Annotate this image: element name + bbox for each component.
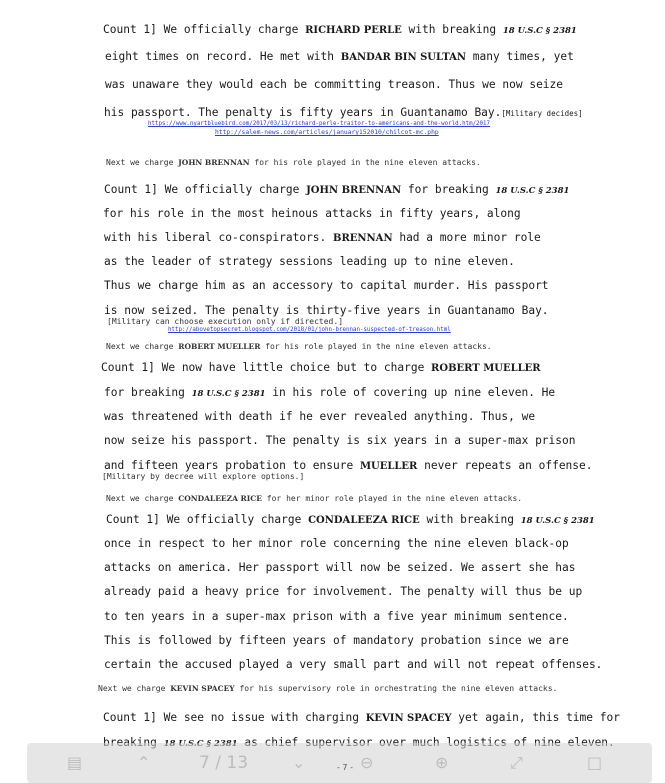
text-line: once in respect to her minor role concerning the nine eleven black-op — [104, 537, 569, 550]
more-options-icon[interactable]: □ — [587, 753, 603, 772]
statute-cite: 18 U.S.C § 2381 — [502, 26, 577, 36]
mueller-count-line: Count 1] We now have little choice but to charge ROBERT MUELLER — [101, 361, 541, 374]
name-brennan: JOHN BRENNAN — [306, 185, 402, 196]
text-line: was unaware they would each be committing treason. Thus we now seize — [105, 78, 564, 91]
next-charge-line: Next we charge CONDALEEZA RICE for her minor role played in the nine eleven attacks. — [106, 494, 523, 503]
next-charge-line: Next we charge KEVIN SPACEY for his supervisory role in orchestrating the nine eleven attacks. — [98, 684, 558, 693]
text-line: and fifteen years probation to ensure MUELLER never repeats an offense. — [104, 459, 593, 472]
source-link[interactable]: https://www.nyartbluebird.com/2017/03/13/richard-perle-traitor-to-americans-and-the-world.htm/2017 — [148, 121, 491, 127]
text-line: for his role in the most heinous attacks in fifty years, along — [103, 207, 521, 220]
text-line: certain the accused played a very small part and will not repeat offenses. — [104, 658, 603, 671]
text-line: This is followed by fifteen years of mandatory probation since we are — [104, 634, 569, 647]
text-line: was threatened with death if he ever revealed anything. Thus, we — [104, 410, 536, 423]
name-bandar: BANDAR BIN SULTAN — [340, 52, 467, 63]
zoom-in-icon[interactable]: ⊕ — [435, 753, 449, 772]
text-line: for breaking 18 U.S.C § 2381 in his role of covering up nine eleven. He — [104, 386, 556, 399]
military-note: [Military can choose execution only if directed.] — [107, 317, 344, 326]
sidebar-toggle-icon[interactable]: ▤ — [67, 753, 83, 772]
previous-page-icon[interactable]: ⌃ — [137, 753, 151, 772]
text-line: his passport. The penalty is fifty years in Guantanamo Bay.[Military decides] — [104, 106, 583, 119]
spacey-count-line: Count 1] We see no issue with charging KEVIN SPACEY yet again, this time for — [103, 711, 620, 724]
page-current[interactable]: 7 — [199, 753, 210, 773]
page-indicator[interactable]: 7 / 13 — [199, 753, 249, 773]
text-line: Thus we charge him as an accessory to capital murder. His passport — [104, 279, 549, 292]
name-perle: RICHARD PERLE — [305, 25, 402, 36]
statute-cite: 18 U.S.C § 2381 — [495, 186, 570, 196]
next-charge-line: Next we charge JOHN BRENNAN for his role played in the nine eleven attacks. — [106, 158, 481, 167]
text-line: already paid a heavy price for involvement. The penalty will thus be up — [104, 585, 583, 598]
source-link[interactable]: http://abovetopsecret.blogspot.com/2018/01/john-brennan-suspected-of-treason.html — [168, 327, 451, 333]
brennan-count-line: Count 1] We officially charge JOHN BRENNAN for breaking 18 U.S.C § 2381 — [104, 183, 570, 196]
source-link[interactable]: http://salem-news.com/articles/january152010/chilcot-mc.php — [215, 129, 439, 136]
next-page-icon[interactable]: ⌄ — [292, 753, 306, 772]
statute-cite: 18 U.S.C § 2381 — [520, 516, 595, 526]
next-charge-line: Next we charge ROBERT MUELLER for his role played in the nine eleven attacks. — [106, 342, 492, 351]
statute-cite: 18 U.S.C § 2381 — [191, 389, 266, 399]
text-line: eight times on record. He met with BANDAR BIN SULTAN many times, yet — [105, 50, 574, 63]
text-line: with his liberal co-conspirators. BRENNAN had a more minor role — [104, 231, 541, 244]
text-line: now seize his passport. The penalty is six years in a super-max prison — [104, 434, 576, 447]
military-note: [Military decides] — [501, 109, 583, 118]
page-label: - 7 - — [337, 763, 353, 772]
rice-count-line: Count 1] We officially charge CONDALEEZA RICE with breaking 18 U.S.C § 2381 — [106, 513, 595, 526]
name-spacey: KEVIN SPACEY — [365, 713, 452, 724]
fullscreen-icon[interactable]: ⤢ — [510, 753, 523, 772]
text-line: attacks on america. Her passport will now be seized. We assert she has — [104, 561, 576, 574]
pdf-viewer-toolbar — [27, 743, 652, 783]
perle-count-line: Count 1] We officially charge RICHARD PERLE with breaking 18 U.S.C § 2381 — [103, 23, 577, 36]
zoom-out-icon[interactable]: ⊖ — [360, 753, 374, 772]
text-line: to ten years in a super-max prison with a five year minimum sentence. — [104, 610, 569, 623]
text-line: is now seized. The penalty is thirty-five years in Guantanamo Bay. — [104, 304, 549, 317]
military-note: [Military by decree will explore options.] — [102, 472, 305, 481]
name-rice: CONDALEEZA RICE — [308, 515, 420, 526]
text-line: as the leader of strategy sessions leading up to nine eleven. — [104, 255, 515, 268]
name-mueller: ROBERT MUELLER — [431, 363, 541, 374]
